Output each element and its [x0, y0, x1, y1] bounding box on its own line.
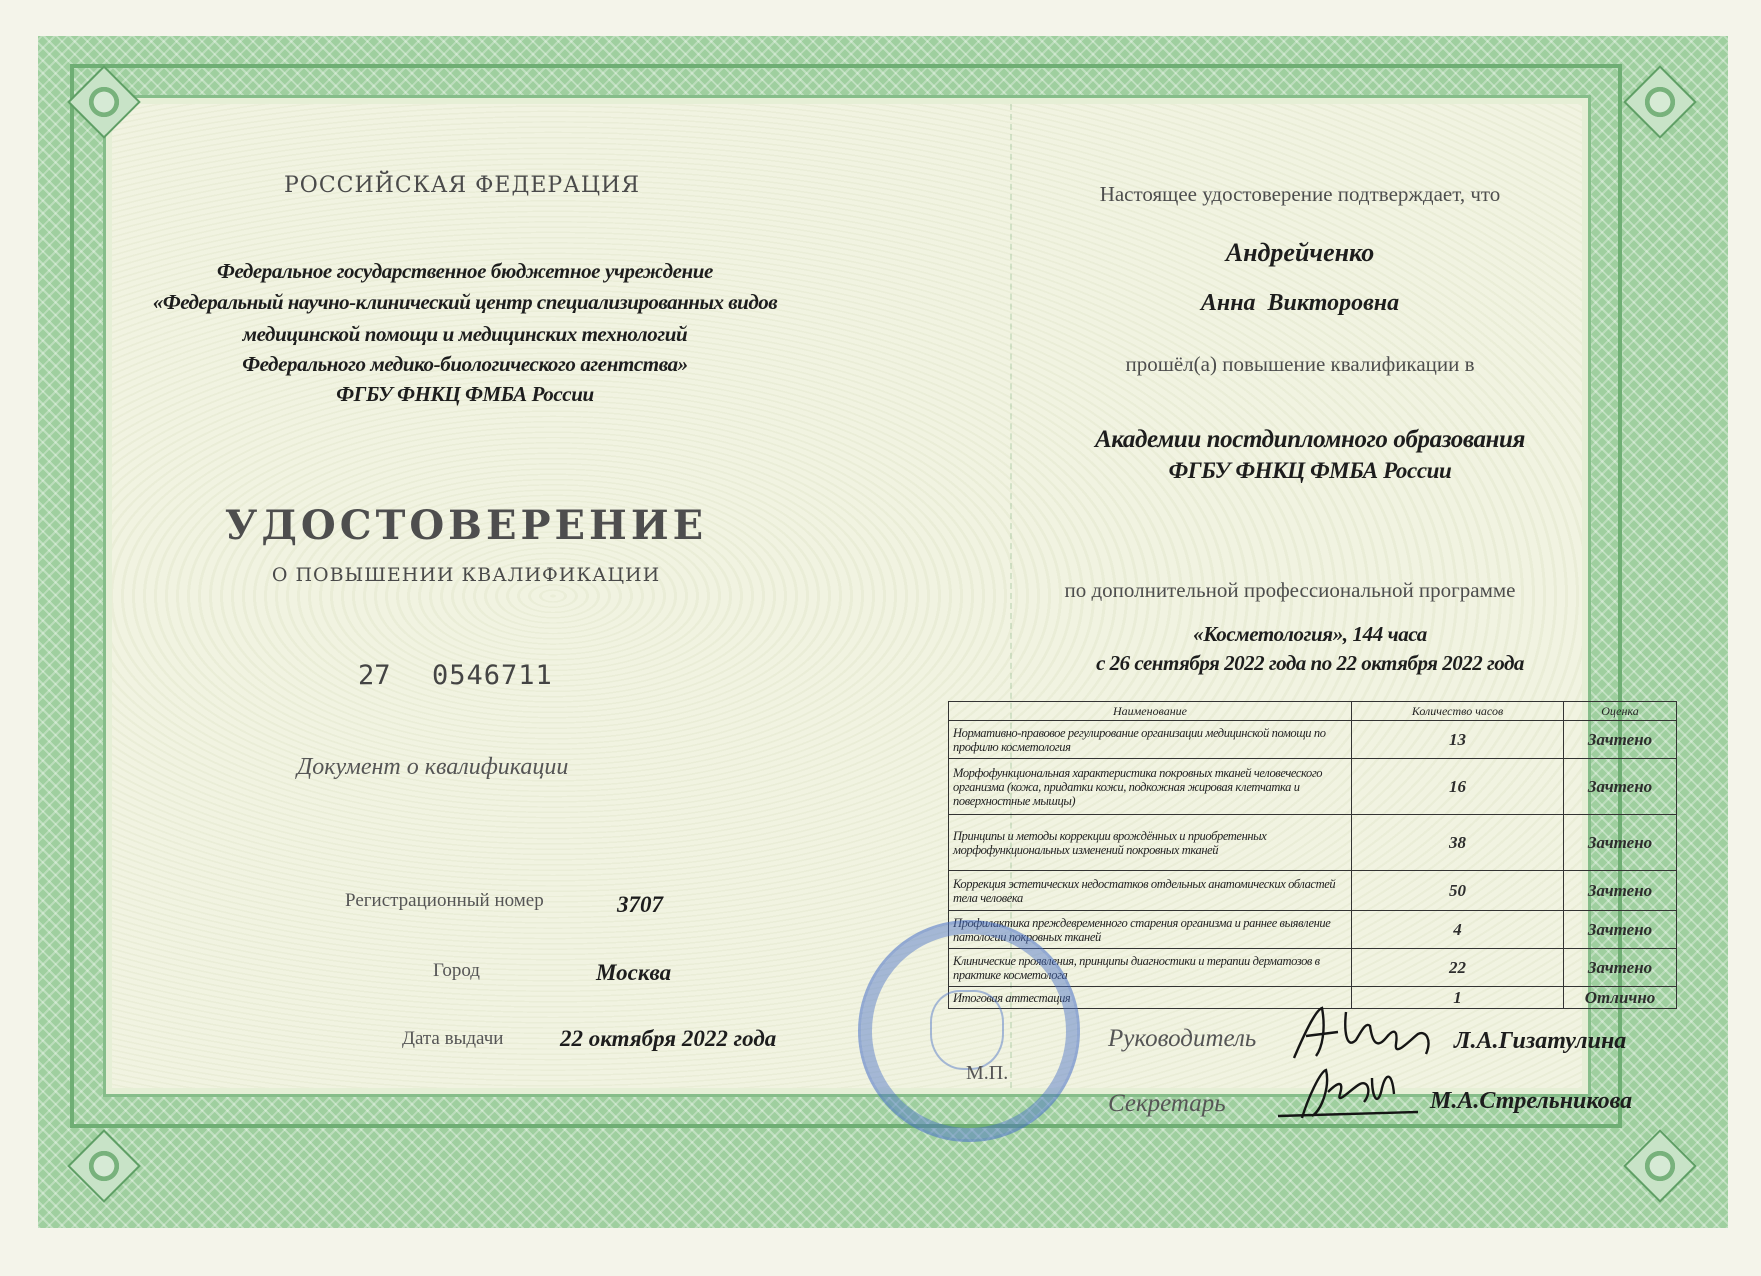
head-label: Руководитель	[1108, 1025, 1257, 1052]
issue-date-label: Дата выдачи	[402, 1028, 504, 1049]
discipline-hours: 50	[1352, 871, 1564, 911]
discipline-grade: Зачтено	[1564, 911, 1677, 949]
institution-line: ФГБУ ФНКЦ ФМБА России	[336, 382, 594, 406]
discipline-grade: Отлично	[1564, 987, 1677, 1009]
reg-number-value: 3707	[617, 892, 663, 917]
discipline-name: Итоговая аттестация	[949, 987, 1352, 1009]
discipline-name: Принципы и методы коррекции врождённых и приобретенных морфофункциональных изменений покровных тканей	[949, 815, 1352, 871]
table-header: Наименование	[949, 702, 1352, 721]
discipline-hours: 22	[1352, 949, 1564, 987]
table-row	[949, 871, 1677, 911]
discipline-hours: 16	[1352, 759, 1564, 815]
discipline-hours: 4	[1352, 911, 1564, 949]
reg-number-label: Регистрационный номер	[345, 890, 544, 911]
program-name: «Косметология», 144 часа	[1193, 622, 1427, 646]
issue-date-value: 22 октября 2022 года	[560, 1026, 777, 1051]
seal-place-label: М.П.	[966, 1062, 1009, 1084]
holder-name: Анна Викторовна	[1200, 290, 1400, 316]
document-number: 0546711	[432, 660, 553, 691]
secretary-signature-icon	[1268, 1058, 1428, 1128]
document-title: УДОСТОВЕРЕНИЕ	[224, 502, 708, 549]
country-heading: РОССИЙСКАЯ ФЕДЕРАЦИЯ	[283, 173, 641, 198]
discipline-grade: Зачтено	[1564, 721, 1677, 759]
discipline-name: Коррекция эстетических недостатков отдельных анатомических областей тела человека	[949, 871, 1352, 911]
table-header: Оценка	[1564, 702, 1677, 721]
head-name: Л.А.Гизатулина	[1454, 1028, 1627, 1054]
table-row	[949, 759, 1677, 815]
secretary-label: Секретарь	[1108, 1090, 1226, 1117]
document-subtitle: О ПОВЫШЕНИИ КВАЛИФИКАЦИИ	[271, 564, 661, 586]
discipline-name: Профилактика преждевременного старения организма и раннее выявление патологии покровных тканей	[949, 911, 1352, 949]
discipline-grade: Зачтено	[1564, 759, 1677, 815]
discipline-hours: 38	[1352, 815, 1564, 871]
city-value: Москва	[596, 960, 672, 985]
passed-text: прошёл(а) повышение квалификации в	[1125, 352, 1475, 376]
institution-line: Федерального медико-биологического агентства»	[242, 352, 688, 376]
program-dates: с 26 сентября 2022 года по 22 октября 2022 года	[1096, 651, 1524, 675]
discipline-grade: Зачтено	[1564, 949, 1677, 987]
table-header: Количество часов	[1352, 702, 1564, 721]
institution-line: «Федеральный научно-клинический центр специализированных видов	[152, 290, 778, 314]
academy-line: ФГБУ ФНКЦ ФМБА России	[1168, 458, 1452, 483]
holder-surname: Андрейченко	[1225, 238, 1375, 267]
table-row	[949, 815, 1677, 871]
document-type: Документ о квалификации	[297, 754, 569, 780]
secretary-name: М.А.Стрельникова	[1430, 1088, 1633, 1114]
discipline-name: Нормативно-правовое регулирование организации медицинской помощи по профилю косметология	[949, 721, 1352, 759]
city-label: Город	[433, 960, 480, 981]
document-series: 27	[358, 660, 391, 691]
table-row	[949, 721, 1677, 759]
table-row	[949, 911, 1677, 949]
discipline-hours: 13	[1352, 721, 1564, 759]
table-header-row	[949, 702, 1677, 721]
coat-of-arms-icon	[930, 990, 1004, 1070]
discipline-name: Морфофункциональная характеристика покровных тканей человеческого организма (кожа, придатки кожи, подкожная жировая клетчатка и поверхностные мышцы)	[949, 759, 1352, 815]
academy-line: Академии постдипломного образования	[1094, 426, 1526, 453]
program-intro: по дополнительной профессиональной программе	[1064, 578, 1516, 602]
institution-line: медицинской помощи и медицинских технологий	[242, 322, 688, 346]
intro-text: Настоящее удостоверение подтверждает, что	[1099, 182, 1501, 206]
discipline-grade: Зачтено	[1564, 815, 1677, 871]
discipline-hours: 1	[1352, 987, 1564, 1009]
discipline-name: Клинические проявления, принципы диагностики и терапии дерматозов в практике косметолога	[949, 949, 1352, 987]
institution-line: Федеральное государственное бюджетное учреждение	[217, 259, 713, 283]
discipline-grade: Зачтено	[1564, 871, 1677, 911]
